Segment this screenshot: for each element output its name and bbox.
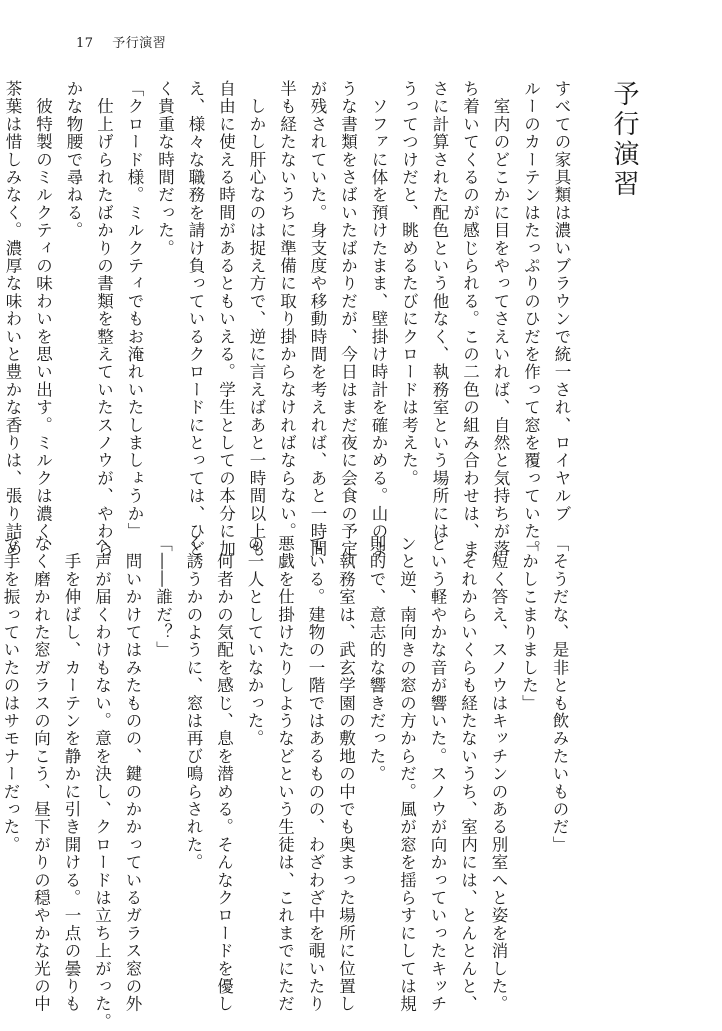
text-line: の一人としていなかった。 <box>245 535 264 748</box>
text-line: 「かしこまりました」 <box>519 535 539 712</box>
text-line: 半も経たないうちに準備に取り掛からなければならない。 <box>277 80 297 541</box>
text-line: 「――誰だ？」 <box>153 535 173 659</box>
text-line: 悪戯を仕掛けたりしようなどという生徒は、これまでにただ <box>275 535 295 1013</box>
text-line: 執務室は、武玄学園の敷地の中でも奥まった場所に位置し <box>336 535 356 1013</box>
text-line: へ声が届くわけもない。意を決し、クロードは立ち上がった。 <box>92 535 112 1031</box>
text-line: く誘うかのように、窓は再び鳴らされた。 <box>184 535 203 872</box>
text-line: すべての家具類は濃いブラウンで統一され、ロイヤルブ <box>552 80 571 523</box>
running-head <box>76 32 166 51</box>
text-line: く貴重な時間だった。 <box>155 80 175 257</box>
page-number: 17 <box>76 36 94 51</box>
text-line: という軽やかな音が響いた。スノウが向かっていったキッチ <box>428 535 447 1013</box>
text-line: 彼特製のミルクティの味わいを思い出す。ミルクは濃く、 <box>33 80 53 558</box>
text-line: なく磨かれた窓ガラスの向こう、昼下がりの穏やかな光の中 <box>31 535 51 1013</box>
text-line: しかし肝心なのは捉え方で、逆に言えばあと一時間以上も <box>247 80 266 558</box>
text-line: 何者かの気配を感じ、息を潜める。そんなクロードを優し <box>214 535 234 1013</box>
text-line: 手を伸ばし、カーテンを静かに引き開ける。一点の曇りも <box>62 535 81 1013</box>
text-line: ンと逆、南向きの窓の方からだ。風が窓を揺らすにしては規 <box>397 535 417 1013</box>
text-line: かな物腰で尋ねる。 <box>64 80 83 240</box>
text-line: え、様々な職務を請け負っているクロードにとっては、ひど <box>186 80 205 558</box>
text-block-bottom <box>0 535 574 1031</box>
text-line: それからいくらも経たないうち、室内には、とんとんと、 <box>458 535 478 1013</box>
chapter-title: 予行演習 <box>609 80 639 200</box>
text-line: 茶葉は惜しみなく。濃厚な味わいと豊かな香りは、張り詰め <box>3 80 22 558</box>
text-line: ルーのカーテンはたっぷりのひだを作って窓を覆っていた。 <box>521 80 541 558</box>
text-line: ち着いてくるのが感じられる。この二色の組み合わせは、ま <box>460 80 480 558</box>
text-line: 室内のどこかに目をやってさえいれば、自然と気持ちが落 <box>491 80 510 558</box>
text-line: が残されていた。身支度や移動時間を考えれば、あと一時間 <box>308 80 327 558</box>
text-line: 短く答え、スノウはキッチンのある別室へと姿を消した。 <box>489 535 508 1013</box>
text-line: さに計算された配色という他なく、執務室という場所には <box>430 80 449 541</box>
text-line: 則的で、意志的な響きだった。 <box>367 535 386 783</box>
text-line: 自由に使える時間があるともいえる。学生としての本分に加 <box>216 80 236 558</box>
text-line: ている。建物の一階ではあるものの、わざわざ中を覗いたり <box>306 535 325 1013</box>
text-line: 仕上げられたばかりの書類を整えていたスノウが、やわら <box>94 80 114 558</box>
text-line: うな書類をさばいたばかりだが、今日はまだ夜に会食の予定 <box>338 80 358 558</box>
text-line: ソファに体を預けたまま、壁掛け時計を確かめる。山のよ <box>369 80 388 558</box>
text-line: うってつけだと、眺めるたびにクロードは考えた。 <box>399 80 419 488</box>
text-line: 「そうだな、是非とも飲みたいものだ」 <box>550 535 569 854</box>
running-title: 予行演習 <box>112 36 167 51</box>
text-line: 問いかけてはみたものの、鍵のかかっているガラス窓の外 <box>123 535 142 1013</box>
text-block-top <box>0 80 644 558</box>
text-line: 「クロード様。ミルクティでもお淹れいたしましょうか」 <box>125 80 144 541</box>
text-line: で手を振っていたのはサモナーだった。 <box>1 535 20 854</box>
